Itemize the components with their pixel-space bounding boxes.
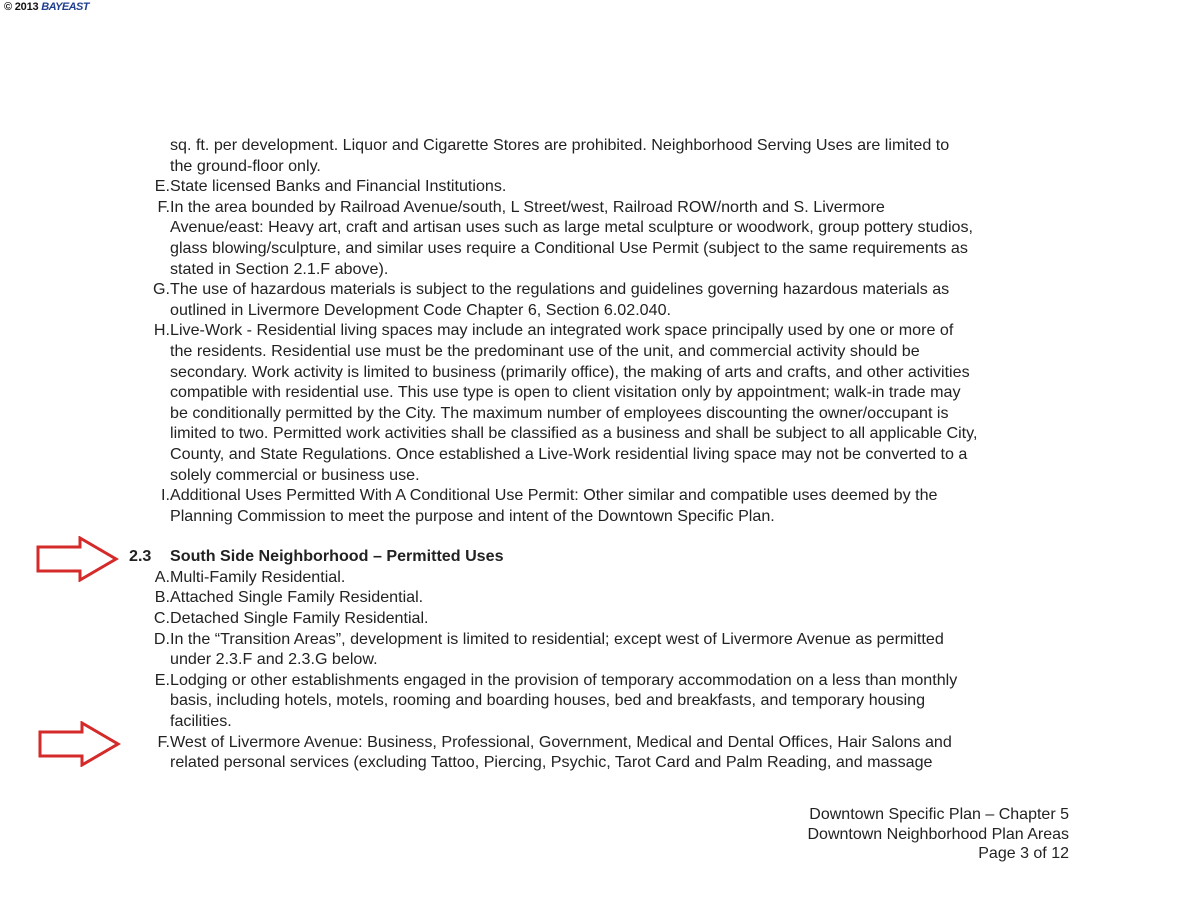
text-line: Detached Single Family Residential. xyxy=(170,609,429,628)
text-line: glass blowing/sculpture, and similar uses require a Conditional Use Permit (subject to the same requirements as xyxy=(170,238,968,257)
arrow-icon-item-f xyxy=(38,721,122,767)
text-line: related personal services (excluding Tattoo, Piercing, Psychic, Tarot Card and Palm Reading, and massage xyxy=(170,753,933,772)
text-line: Additional Uses Permitted With A Conditional Use Permit: Other similar and compatible uses deemed by the xyxy=(170,486,938,505)
text-line: sq. ft. per development. Liquor and Cigarette Stores are prohibited. Neighborhood Serving Uses are limited to xyxy=(170,136,950,154)
text-line: secondary. Work activity is limited to business (primarily office), the making of arts and crafts, and other activities xyxy=(170,362,970,381)
text-line: Live-Work - Residential living spaces may include an integrated work space principally used by one or more of xyxy=(170,321,954,340)
text-line: facilities. xyxy=(170,712,232,731)
text-line: Lodging or other establishments engaged in the provision of temporary accommodation on a less than monthly xyxy=(170,670,958,689)
page-footer xyxy=(808,805,1070,864)
text-line: State licensed Banks and Financial Institutions. xyxy=(170,177,507,196)
list-item-b xyxy=(140,587,1080,608)
watermark-prefix: © 2013 xyxy=(4,1,39,13)
list-label: C. xyxy=(153,609,170,628)
bayeast-logo: BAYEAST xyxy=(41,1,89,13)
text-line: compatible with residential use. This use type is open to client visitation only by appointment; walk-in trade may xyxy=(170,383,961,402)
section-number: 2.3 xyxy=(129,547,152,566)
list-item-f xyxy=(140,197,1080,279)
text-line: limited to two. Permitted work activities shall be classified as a business and shall be subject to all applicable City, xyxy=(170,424,978,443)
document-body xyxy=(129,135,1080,773)
list-item-i xyxy=(140,485,1080,526)
text-line: West of Livermore Avenue: Business, Professional, Government, Medical and Dental Offices, Hair Salons and xyxy=(170,732,952,751)
list-item-c xyxy=(140,608,1080,629)
list-label: I. xyxy=(161,486,170,505)
section-heading xyxy=(129,546,1080,567)
footer-section: Downtown Neighborhood Plan Areas xyxy=(807,825,1069,843)
list-item-g xyxy=(140,279,1080,320)
text-line: the residents. Residential use must be the predominant use of the unit, and commercial activity should be xyxy=(170,341,920,360)
text-line: be conditionally permitted by the City. The maximum number of employees discounting the owner/occupant is xyxy=(170,403,949,422)
list-label: F. xyxy=(157,732,170,751)
intro-continuation xyxy=(140,135,1080,176)
text-line: basis, including hotels, motels, rooming and boarding houses, bed and breakfasts, and temporary housing xyxy=(170,691,926,710)
text-line: the ground-floor only. xyxy=(170,156,321,175)
text-line: In the area bounded by Railroad Avenue/south, L Street/west, Railroad ROW/north and S. Livermore xyxy=(170,197,885,216)
list-label: F. xyxy=(157,197,170,216)
list-label: G. xyxy=(153,280,170,299)
arrow-icon-section-2-3 xyxy=(36,536,120,582)
footer-chapter: Downtown Specific Plan – Chapter 5 xyxy=(809,806,1069,823)
text-line: The use of hazardous materials is subject to the regulations and guidelines governing hazardous materials as xyxy=(170,280,950,299)
text-line: stated in Section 2.1.F above). xyxy=(170,259,389,278)
copyright-watermark xyxy=(4,1,89,13)
list-item-d xyxy=(140,629,1080,670)
text-line: In the “Transition Areas”, development is limited to residential; except west of Livermore Avenue as permitted xyxy=(170,629,944,648)
page-number: Page 3 of 12 xyxy=(978,845,1069,862)
list-label: H. xyxy=(153,321,170,340)
text-line: Multi-Family Residential. xyxy=(170,567,346,586)
list-item-f xyxy=(140,732,1080,773)
text-line: under 2.3.F and 2.3.G below. xyxy=(170,650,378,669)
text-line: outlined in Livermore Development Code Chapter 6, Section 6.02.040. xyxy=(170,300,671,319)
list-item-h xyxy=(140,320,1080,485)
list-label: D. xyxy=(153,629,170,648)
text-line: County, and State Regulations. Once established a Live-Work residential living space may not be converted to a xyxy=(170,444,968,463)
text-line: Planning Commission to meet the purpose and intent of the Downtown Specific Plan. xyxy=(170,506,775,525)
text-line: Avenue/east: Heavy art, craft and artisan uses such as large metal sculpture or woodwork, group pottery studios, xyxy=(170,218,974,237)
text-line: solely commercial or business use. xyxy=(170,465,420,484)
list-item-e xyxy=(140,176,1080,197)
text-line: Attached Single Family Residential. xyxy=(170,588,424,607)
list-label: B. xyxy=(154,588,170,607)
list-label: A. xyxy=(154,567,170,586)
list-item-e xyxy=(140,670,1080,732)
list-label: E. xyxy=(154,177,170,196)
section-title: South Side Neighborhood – Permitted Uses xyxy=(170,547,504,566)
list-label: E. xyxy=(154,670,170,689)
list-item-a xyxy=(140,567,1080,588)
